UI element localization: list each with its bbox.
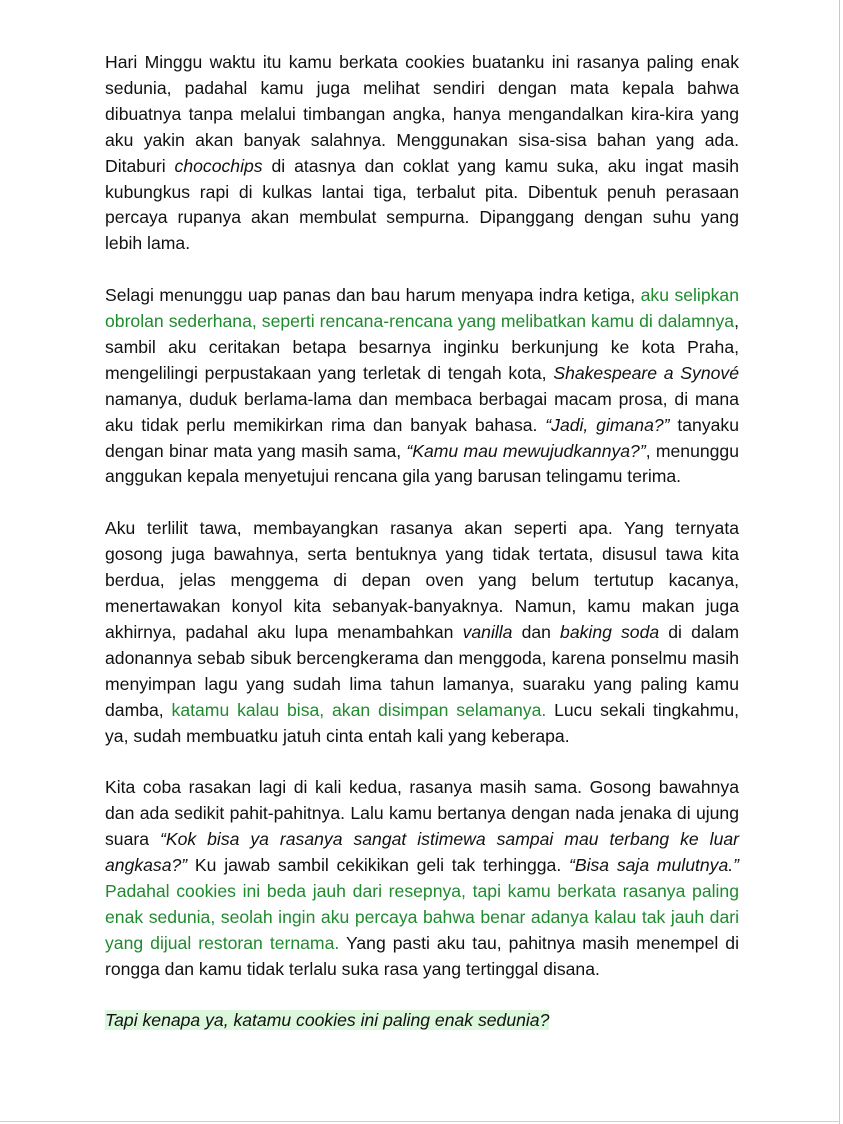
page-right-edge — [839, 0, 840, 1124]
page-bottom-edge — [0, 1121, 840, 1122]
italic-text: “Bisa saja mulutnya.” — [569, 855, 739, 876]
italic-text: baking soda — [560, 621, 660, 642]
paragraph-3 — [105, 516, 739, 749]
italic-text: Shakespeare a Synové — [553, 362, 739, 383]
paragraph-2 — [105, 283, 739, 490]
text-segment: Aku terlilit tawa, membayangkan rasanya akan seperti apa. Yang ternyata gosong juga bawahnya, serta bentuknya yang tidak tertata, disusul tawa kita berdua, jelas menggema di depan oven yang belum tertutup kacanya, menertawakan konyol kita sebanyak-banyaknya. Namun, kamu makan juga akhirnya, padahal aku lupa menambahkan — [105, 518, 739, 642]
paragraph-4 — [105, 775, 739, 982]
text-segment: namanya, duduk berlama-lama dan membaca berbagai macam prosa, di mana aku tidak perlu memikirkan rima dan banyak bahasa. — [105, 388, 739, 435]
text-segment: Lucu sekali tingkahmu, ya, sudah membuatku jatuh cinta entah kali yang keberapa. — [105, 699, 740, 746]
text-segment: dan — [512, 621, 561, 642]
italic-text: chocochips — [174, 155, 263, 176]
italic-text: “Jadi, gimana?” — [545, 414, 670, 435]
highlighted-text: Padahal cookies ini beda jauh dari resepnya, tapi kamu berkata rasanya paling enak sedunia, seolah ingin aku percaya bahwa benar adanya kalau tak jauh dari yang dijual restoran ternama. — [105, 880, 739, 953]
closing-paragraph — [105, 1008, 739, 1034]
text-segment: , sambil aku ceritakan betapa besarnya inginku berkunjung ke kota Praha, mengelilingi perpustakaan yang terletak di tengah kota, — [105, 311, 739, 383]
document-body — [105, 50, 739, 1034]
text-segment: tanyaku dengan binar mata yang masih sama, — [105, 414, 739, 461]
text-segment: Yang pasti aku tau, pahitnya masih menempel di rongga dan kamu tidak terlalu suka rasa yang tertinggal disana. — [105, 932, 739, 979]
highlighted-text: katamu kalau bisa, akan disimpan selamanya. — [171, 699, 547, 720]
italic-text: “Kok bisa ya rasanya sangat istimewa sampai mau terbang ke luar angkasa?” — [105, 829, 740, 876]
text-segment: Hari Minggu waktu itu kamu berkata cookies buatanku ini rasanya paling enak sedunia, padahal kamu juga melihat sendiri dengan mata kepala bahwa dibuatnya tanpa melalui timbangan angka, hanya mengandalkan kira-kira yang aku yakin akan banyak salahnya. Menggunakan sisa-sisa bahan yang ada. Ditaburi — [105, 52, 739, 176]
text-segment: Kita coba rasakan lagi di kali kedua, rasanya masih sama. Gosong bawahnya dan ada sedikit pahit-pahitnya. Lalu kamu bertanya dengan nada jenaka di ujung suara — [105, 777, 739, 850]
paragraph-1 — [105, 50, 739, 257]
italic-text: “Kamu mau mewujudkannya?” — [406, 440, 646, 461]
text-segment: Ku jawab sambil cekikikan geli tak terhingga. — [187, 855, 569, 876]
italic-text: vanilla — [462, 621, 513, 642]
text-segment: Selagi menunggu uap panas dan bau harum menyapa indra ketiga, — [105, 285, 641, 306]
text-segment: , menunggu anggukan kepala menyetujui rencana gila yang barusan telingamu terima. — [105, 440, 739, 487]
closing-line: Tapi kenapa ya, katamu cookies ini paling enak sedunia? — [105, 1010, 550, 1031]
highlighted-text: aku selipkan obrolan sederhana, seperti rencana-rencana yang melibatkan kamu di dalamnya — [105, 285, 739, 332]
text-segment: di atasnya dan coklat yang kamu suka, aku ingat masih kubungkus rapi di kulkas lantai tiga, terbalut pita. Dibentuk penuh perasaan percaya rupanya akan membulat sempurna. Dipanggang dengan suhu yang lebih lama. — [105, 155, 740, 254]
text-segment: di dalam adonannya sebab sibuk bercengkerama dan menggoda, karena ponselmu masih menyimpan lagu yang sudah lima tahun lamanya, suaraku yang paling kamu damba, — [105, 621, 739, 720]
